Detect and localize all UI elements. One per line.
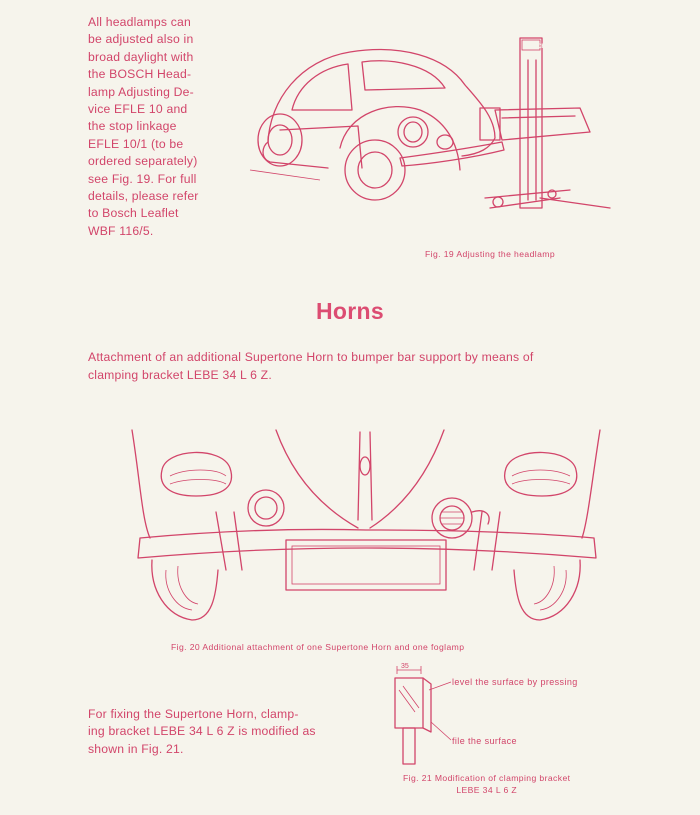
horn-attachment-text: Attachment of an additional Supertone Horn to bumper bar support by means of clamping bracket LEBE 34 L 6 Z. — [88, 350, 534, 382]
bracket-fixing-text: For fixing the Supertone Horn, clamp- ing bracket LEBE 34 L 6 Z is modified as shown in Fig. 21. — [88, 707, 316, 756]
fig21-annotation-file: file the surface — [452, 736, 517, 746]
fig21-dimension: 35 — [401, 663, 409, 670]
fig19-caption: Fig. 19 Adjusting the headlamp — [425, 249, 556, 259]
fig19-illustration — [240, 30, 640, 240]
fig21-caption: Fig. 21 Modification of clamping bracket LEBE 34 L 6 Z — [403, 773, 571, 795]
fig21-annotation-level: level the surface by pressing — [452, 677, 578, 687]
headlamp-adjustment-text: All headlamps can be adjusted also in broad daylight with the BOSCH Head- lamp Adjusting De- vice EFLE 10 and the stop linkage EFLE 10/1 (to be ordered separately) see Fig. 19. For full details, please refer to Bosch Leaflet WBF 116/5. — [88, 15, 199, 238]
horns-heading: Horns — [316, 298, 384, 324]
fig20-illustration — [126, 420, 606, 630]
bosch-logo: BOSCH — [524, 44, 546, 50]
fig20-caption: Fig. 20 Additional attachment of one Supertone Horn and one foglamp — [171, 642, 465, 652]
